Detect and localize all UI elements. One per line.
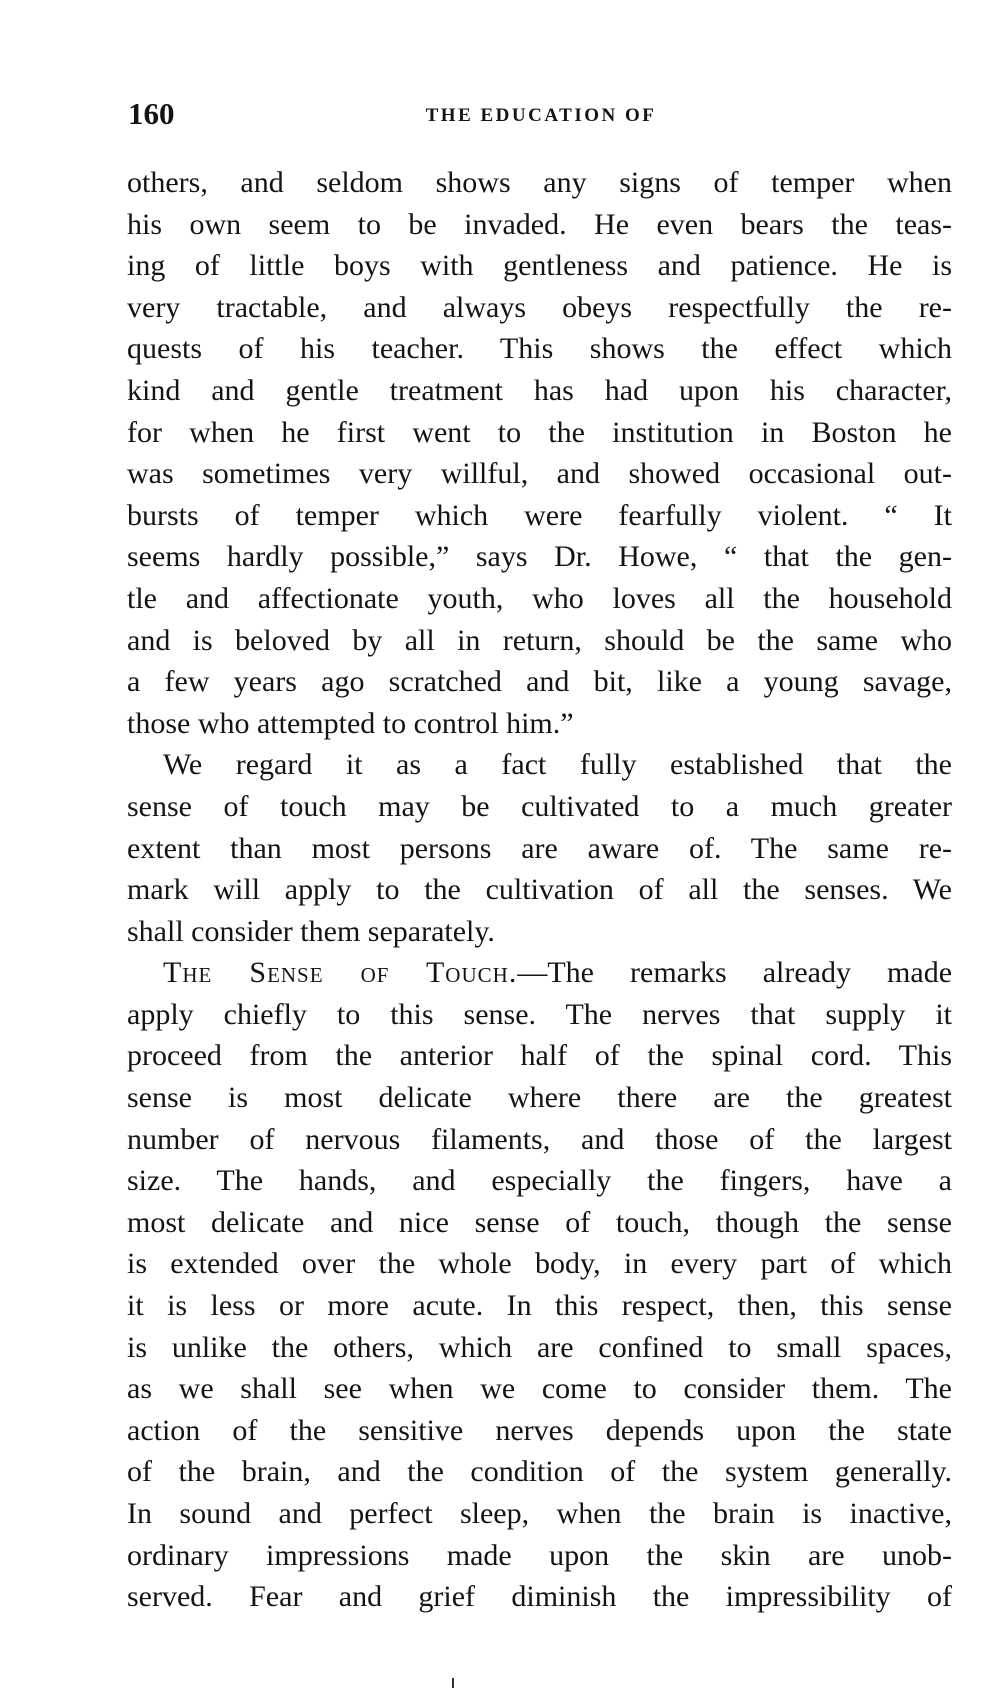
text-line: sense is most delicate where there are the greatest	[127, 1081, 952, 1115]
text-line: is unlike the others, which are confined to small spaces,	[127, 1330, 952, 1364]
text-line: it is less or more acute. In this respect, then, this sense	[127, 1289, 952, 1323]
heading-line-rest: —The remarks already made	[517, 956, 953, 990]
text-line: those who attempted to control him.”	[127, 706, 574, 740]
text-line: for when he first went to the institution in Boston he	[127, 415, 952, 449]
text-line: most delicate and nice sense of touch, though the sense	[127, 1205, 952, 1239]
text-line: very tractable, and always obeys respectfully the re-	[127, 290, 952, 324]
running-title: THE EDUCATION OF	[425, 105, 657, 126]
text-line: size. The hands, and especially the fingers, have a	[127, 1164, 952, 1198]
text-line: and is beloved by all in return, should be the same who	[127, 623, 952, 657]
text-line: seems hardly possible,” says Dr. Howe, “ that the gen-	[127, 540, 952, 574]
text-line: others, and seldom shows any signs of temper when	[127, 166, 952, 199]
text-line: bursts of temper which were fearfully violent. “ It	[127, 498, 952, 532]
text-line: number of nervous filaments, and those of the largest	[127, 1122, 952, 1156]
text-line: ordinary impressions made upon the skin are unob-	[127, 1538, 952, 1572]
text-line: mark will apply to the cultivation of all the senses. We	[127, 873, 952, 907]
text-line: In sound and perfect sleep, when the brain is inactive,	[127, 1497, 952, 1530]
text-line: served. Fear and grief diminish the impressibility of	[127, 1580, 952, 1614]
section-first-line	[127, 952, 952, 994]
section-heading: The Sense of Touch.	[163, 956, 518, 990]
text-line: tle and affectionate youth, who loves all the household	[127, 581, 952, 615]
text-line: is extended over the whole body, in every part of which	[127, 1247, 952, 1281]
text-line: sense of touch may be cultivated to a much greater	[127, 789, 952, 823]
text-line: his own seem to be invaded. He even bears the teas-	[127, 207, 952, 241]
text-line: a few years ago scratched and bit, like a young savage,	[127, 665, 952, 699]
text-line: of the brain, and the condition of the system generally.	[127, 1455, 952, 1489]
text-line: proceed from the anterior half of the spinal cord. This	[127, 1039, 952, 1073]
print-mark	[452, 1678, 454, 1688]
text-line: was sometimes very willful, and showed occasional out-	[127, 457, 952, 491]
text-line: shall consider them separately.	[127, 914, 495, 948]
text-line: apply chiefly to this sense. The nerves that supply it	[127, 997, 952, 1031]
page-number: 160	[128, 96, 175, 131]
text-line: kind and gentle treatment has had upon his character,	[127, 373, 952, 407]
text-line: action of the sensitive nerves depends upon the state	[127, 1413, 952, 1447]
text-line: We regard it as a fact fully established that the	[163, 748, 952, 782]
running-head	[128, 94, 954, 134]
text-line: extent than most persons are aware of. The same re-	[127, 831, 952, 865]
body-text	[127, 162, 952, 1618]
text-line: ing of little boys with gentleness and patience. He is	[127, 249, 952, 283]
text-line: as we shall see when we come to consider them. The	[127, 1372, 952, 1406]
text-line: quests of his teacher. This shows the effect which	[127, 332, 952, 366]
